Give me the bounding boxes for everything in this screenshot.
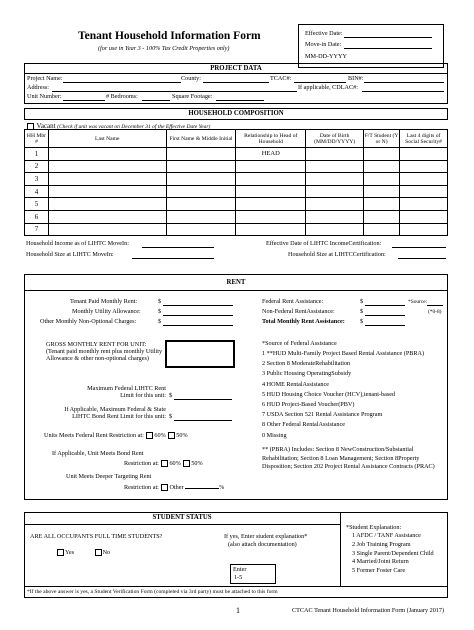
cdlac-label: If applicable, CDLAC#: [298, 84, 358, 91]
row-number: 1 [25, 148, 49, 161]
table-row [25, 148, 448, 161]
source-field[interactable] [427, 305, 443, 306]
source-item: 2 Section 8 ModerateRehabilitation [262, 360, 351, 368]
other-charges-label: Other Monthly Non-Optional Charges: [40, 318, 137, 325]
pct50-label: 50% [191, 460, 203, 467]
pct-sign: % [219, 484, 225, 491]
attach-label: (also attach documentation) [228, 541, 297, 548]
table-row [25, 223, 448, 236]
hh-income-label: Household Income as of LIHTC MoveIn: [26, 240, 129, 247]
explanation-item: 4 Married/Joint Return [352, 558, 409, 566]
dollar-sign: $ [360, 318, 364, 325]
row-number: 2 [25, 160, 49, 173]
no-checkbox[interactable] [95, 549, 102, 556]
student-question: ARE ALL OCCUPANTS FULL TIME STUDENTS? [30, 533, 163, 540]
other-charges-field[interactable] [163, 325, 233, 326]
dollar-sign: $ [360, 308, 364, 315]
dollar-sign: $ [360, 298, 364, 305]
tenant-paid-field[interactable] [163, 305, 233, 306]
date-format-label: MM-DD-YYYY [305, 53, 347, 60]
yes-label: Yes [65, 549, 75, 556]
explanation-heading: *Student Explanation: [346, 524, 402, 531]
max-state-field[interactable] [174, 420, 232, 421]
pct50-label: 50% [176, 432, 188, 439]
total-assist-field[interactable] [365, 325, 405, 326]
cdlac-field[interactable] [362, 91, 444, 92]
vacant-label: Vacant [36, 122, 56, 130]
gross-rent-box[interactable] [165, 340, 235, 368]
household-heading: HOUSEHOLD COMPOSITION [188, 110, 284, 117]
source-item: 6 HUD Project-Based Voucher(PBV) [262, 401, 355, 409]
enter-explanation-label: If yes, Enter student explanation* [224, 533, 308, 540]
dollar-sign: $ [169, 392, 173, 399]
dollar-sign: $ [158, 308, 162, 315]
yes-checkbox[interactable] [57, 549, 64, 556]
hh-income-field[interactable] [142, 247, 214, 248]
source-item: 7 USDA Section 521 Rental Assistance Program [262, 411, 383, 419]
col-relationship: Relationship to Head of Household [236, 130, 306, 148]
enter-label: Enter [233, 566, 247, 573]
move-in-date-label: Move-in Date: [305, 41, 342, 48]
source-item: 8 Other Federal RentalAssistance [262, 421, 345, 429]
page-number: 1 [236, 606, 240, 615]
bond-60-checkbox[interactable] [161, 460, 168, 467]
student-footnote: *If the above answer is yes, a Student Verification Form (completed via 3rd party) must be attached to this form [27, 589, 278, 595]
source-label: *Source: [408, 299, 428, 305]
bedrooms-field[interactable] [142, 100, 170, 101]
hh-size-label: Household Size at LIHTC MoveIn: [26, 251, 114, 258]
source-item: 4 HOME RentalAssistance [262, 380, 330, 388]
project-name-label: Project Name: [27, 75, 63, 82]
fed-restriction-row [44, 432, 188, 439]
rent-heading: RENT [226, 279, 246, 286]
eff-cert-field[interactable] [392, 247, 446, 248]
nonfed-assist-field[interactable] [365, 315, 405, 316]
unit-number-label: Unit Number: [27, 93, 62, 100]
explanation-list [352, 532, 434, 576]
max-rent-field[interactable] [174, 399, 232, 400]
bond-restriction-row [124, 460, 203, 467]
pbra-note: ** (PBRA) Includes: Section 8 NewConstruction/Substantial Rehabilitation; Section 8 Loan Management; Section 8Property Disposition; Section 202 Project Rental Assistance Contracts (PRAC) [262, 446, 435, 471]
deeper-label: Unit Meets Deeper Targeting Rent [66, 473, 152, 480]
col-ssn: Last 4 digits of Social Security# [400, 130, 448, 148]
bond-50-checkbox[interactable] [183, 460, 190, 467]
fed-assist-label: Federal Rent Assistance: [262, 298, 324, 305]
move-in-date-field[interactable] [344, 48, 432, 49]
col-hh-mbr: HH Mbr # [25, 130, 49, 148]
explanation-item: 3 Single Parent/Dependent Child [352, 549, 434, 557]
effective-date-label: Effective Date: [305, 30, 343, 37]
max-state-label: If Applicable, Maximum Federal & State LIHTC Bond Rent Limit for this unit: [64, 406, 166, 421]
col-last-name: Last Name [48, 130, 166, 148]
no-label: No [102, 549, 111, 556]
row-number: 5 [25, 198, 49, 211]
explanation-item: 5 Former Foster Care [352, 567, 406, 575]
bin-label: BIN#: [348, 75, 364, 82]
fed-60-checkbox[interactable] [146, 432, 153, 439]
table-row [25, 173, 448, 186]
max-rent-label: Maximum Federal LIHTC Rent Limit for this unit: [87, 385, 166, 400]
pct60-label: 60% [154, 432, 166, 439]
table-row [25, 198, 448, 211]
other-label: Other [169, 484, 184, 491]
total-assist-label: Total Monthly Rent Assistance: [262, 318, 345, 325]
source-heading: *Source of Federal Assistance [262, 340, 337, 347]
explanation-item: 1 AFDC / TANF Assistance [352, 532, 421, 539]
sqft-field[interactable] [216, 100, 264, 101]
fed-restriction-label: Units Meets Federal Rent Restriction at: [44, 432, 144, 439]
fed-assist-field[interactable] [365, 305, 405, 306]
address-field[interactable] [52, 91, 297, 92]
gross-rent-note: (Tenant paid monthly rent plus monthly Utility Allowance & other non-optional charges) [46, 348, 163, 363]
project-data-heading: PROJECT DATA [210, 65, 262, 72]
county-field[interactable] [203, 82, 269, 83]
bond-restriction-label-2: Restriction at: [124, 460, 159, 467]
table-row [25, 185, 448, 198]
row-number: 6 [25, 210, 49, 223]
source-item: 3 Public Housing OperatingSubsidy [262, 370, 352, 378]
head-label: HEAD [236, 148, 306, 161]
col-first-name: First Name & Middle Initial [166, 130, 236, 148]
tenant-paid-label: Tenant Paid Monthly Rent: [70, 298, 138, 305]
county-label: County: [181, 75, 201, 82]
form-subtitle: (for use in Year 3 - 100% Tax Credit Properties only) [98, 45, 230, 52]
deeper-row [124, 483, 224, 491]
eff-cert-label: Effective Date of LIHTC IncomeCertification: [266, 240, 382, 247]
bedrooms-label: # Bedrooms: [106, 93, 138, 100]
sqft-label: Square Footage: [172, 93, 213, 100]
col-student: F/T Student (Y or N) [364, 130, 400, 148]
fed-50-checkbox[interactable] [168, 432, 175, 439]
deeper-other-checkbox[interactable] [161, 484, 168, 491]
explanation-item: 2 Job Training Program [352, 540, 411, 548]
table-row [25, 160, 448, 173]
row-number: 4 [25, 185, 49, 198]
source-item: 0 Missing [262, 431, 287, 439]
table-row [25, 210, 448, 223]
nonfed-assist-label: Non-Federal RentAssistance: [262, 308, 335, 315]
address-label: Address: [27, 84, 49, 91]
gross-rent-label: GROSS MONTHLY RENT FOR UNIT: [46, 341, 147, 348]
yes-no-row [56, 549, 110, 556]
deeper-other-field[interactable] [185, 483, 219, 489]
row-number: 3 [25, 173, 49, 186]
col-dob: Date of Birth (MM/DD/YYYY) [306, 130, 364, 148]
pct60-label: 60% [169, 460, 181, 467]
tcac-label: TCAC#: [270, 75, 292, 82]
vacant-note: (Check if unit was vacant on December 31 of the Effective Date Year) [57, 124, 211, 130]
household-table [24, 129, 448, 236]
row-number: 7 [25, 223, 49, 236]
student-heading: STUDENT STATUS [152, 514, 212, 521]
form-name: CTCAC Tenant Household Information Form (January 2017) [292, 607, 445, 614]
source-item: 5 HUD Housing Choice Voucher (HCV),tenant-based [262, 390, 396, 398]
dollar-sign: $ [169, 413, 173, 420]
source-item: 1 **HUD Multi-Family Project Based Rental Assistance (PBRA) [262, 350, 425, 357]
bond-restriction-label: If Applicable, Unit Meets Bond Rent [52, 450, 144, 457]
effective-date-field[interactable] [344, 37, 432, 38]
form-title: Tenant Household Information Form [78, 30, 261, 42]
enter-range: 1-5 [234, 574, 243, 581]
deeper-label-2: Restriction at: [124, 484, 159, 491]
dollar-sign: $ [158, 318, 162, 325]
hh-size-field[interactable] [132, 258, 214, 259]
project-name-field[interactable] [63, 82, 181, 83]
source-list [262, 349, 424, 441]
size-cert-label: Household Size at LIHTCCertification: [288, 251, 386, 258]
unit-number-field[interactable] [63, 100, 105, 101]
utility-label: Monthly Utility Allowance: [72, 308, 141, 315]
dollar-sign: $ [158, 298, 162, 305]
tcac-field[interactable] [294, 82, 346, 83]
utility-field[interactable] [163, 315, 233, 316]
source-range: (*0-8) [428, 309, 442, 315]
size-cert-field[interactable] [398, 258, 446, 259]
bin-field[interactable] [364, 82, 444, 83]
